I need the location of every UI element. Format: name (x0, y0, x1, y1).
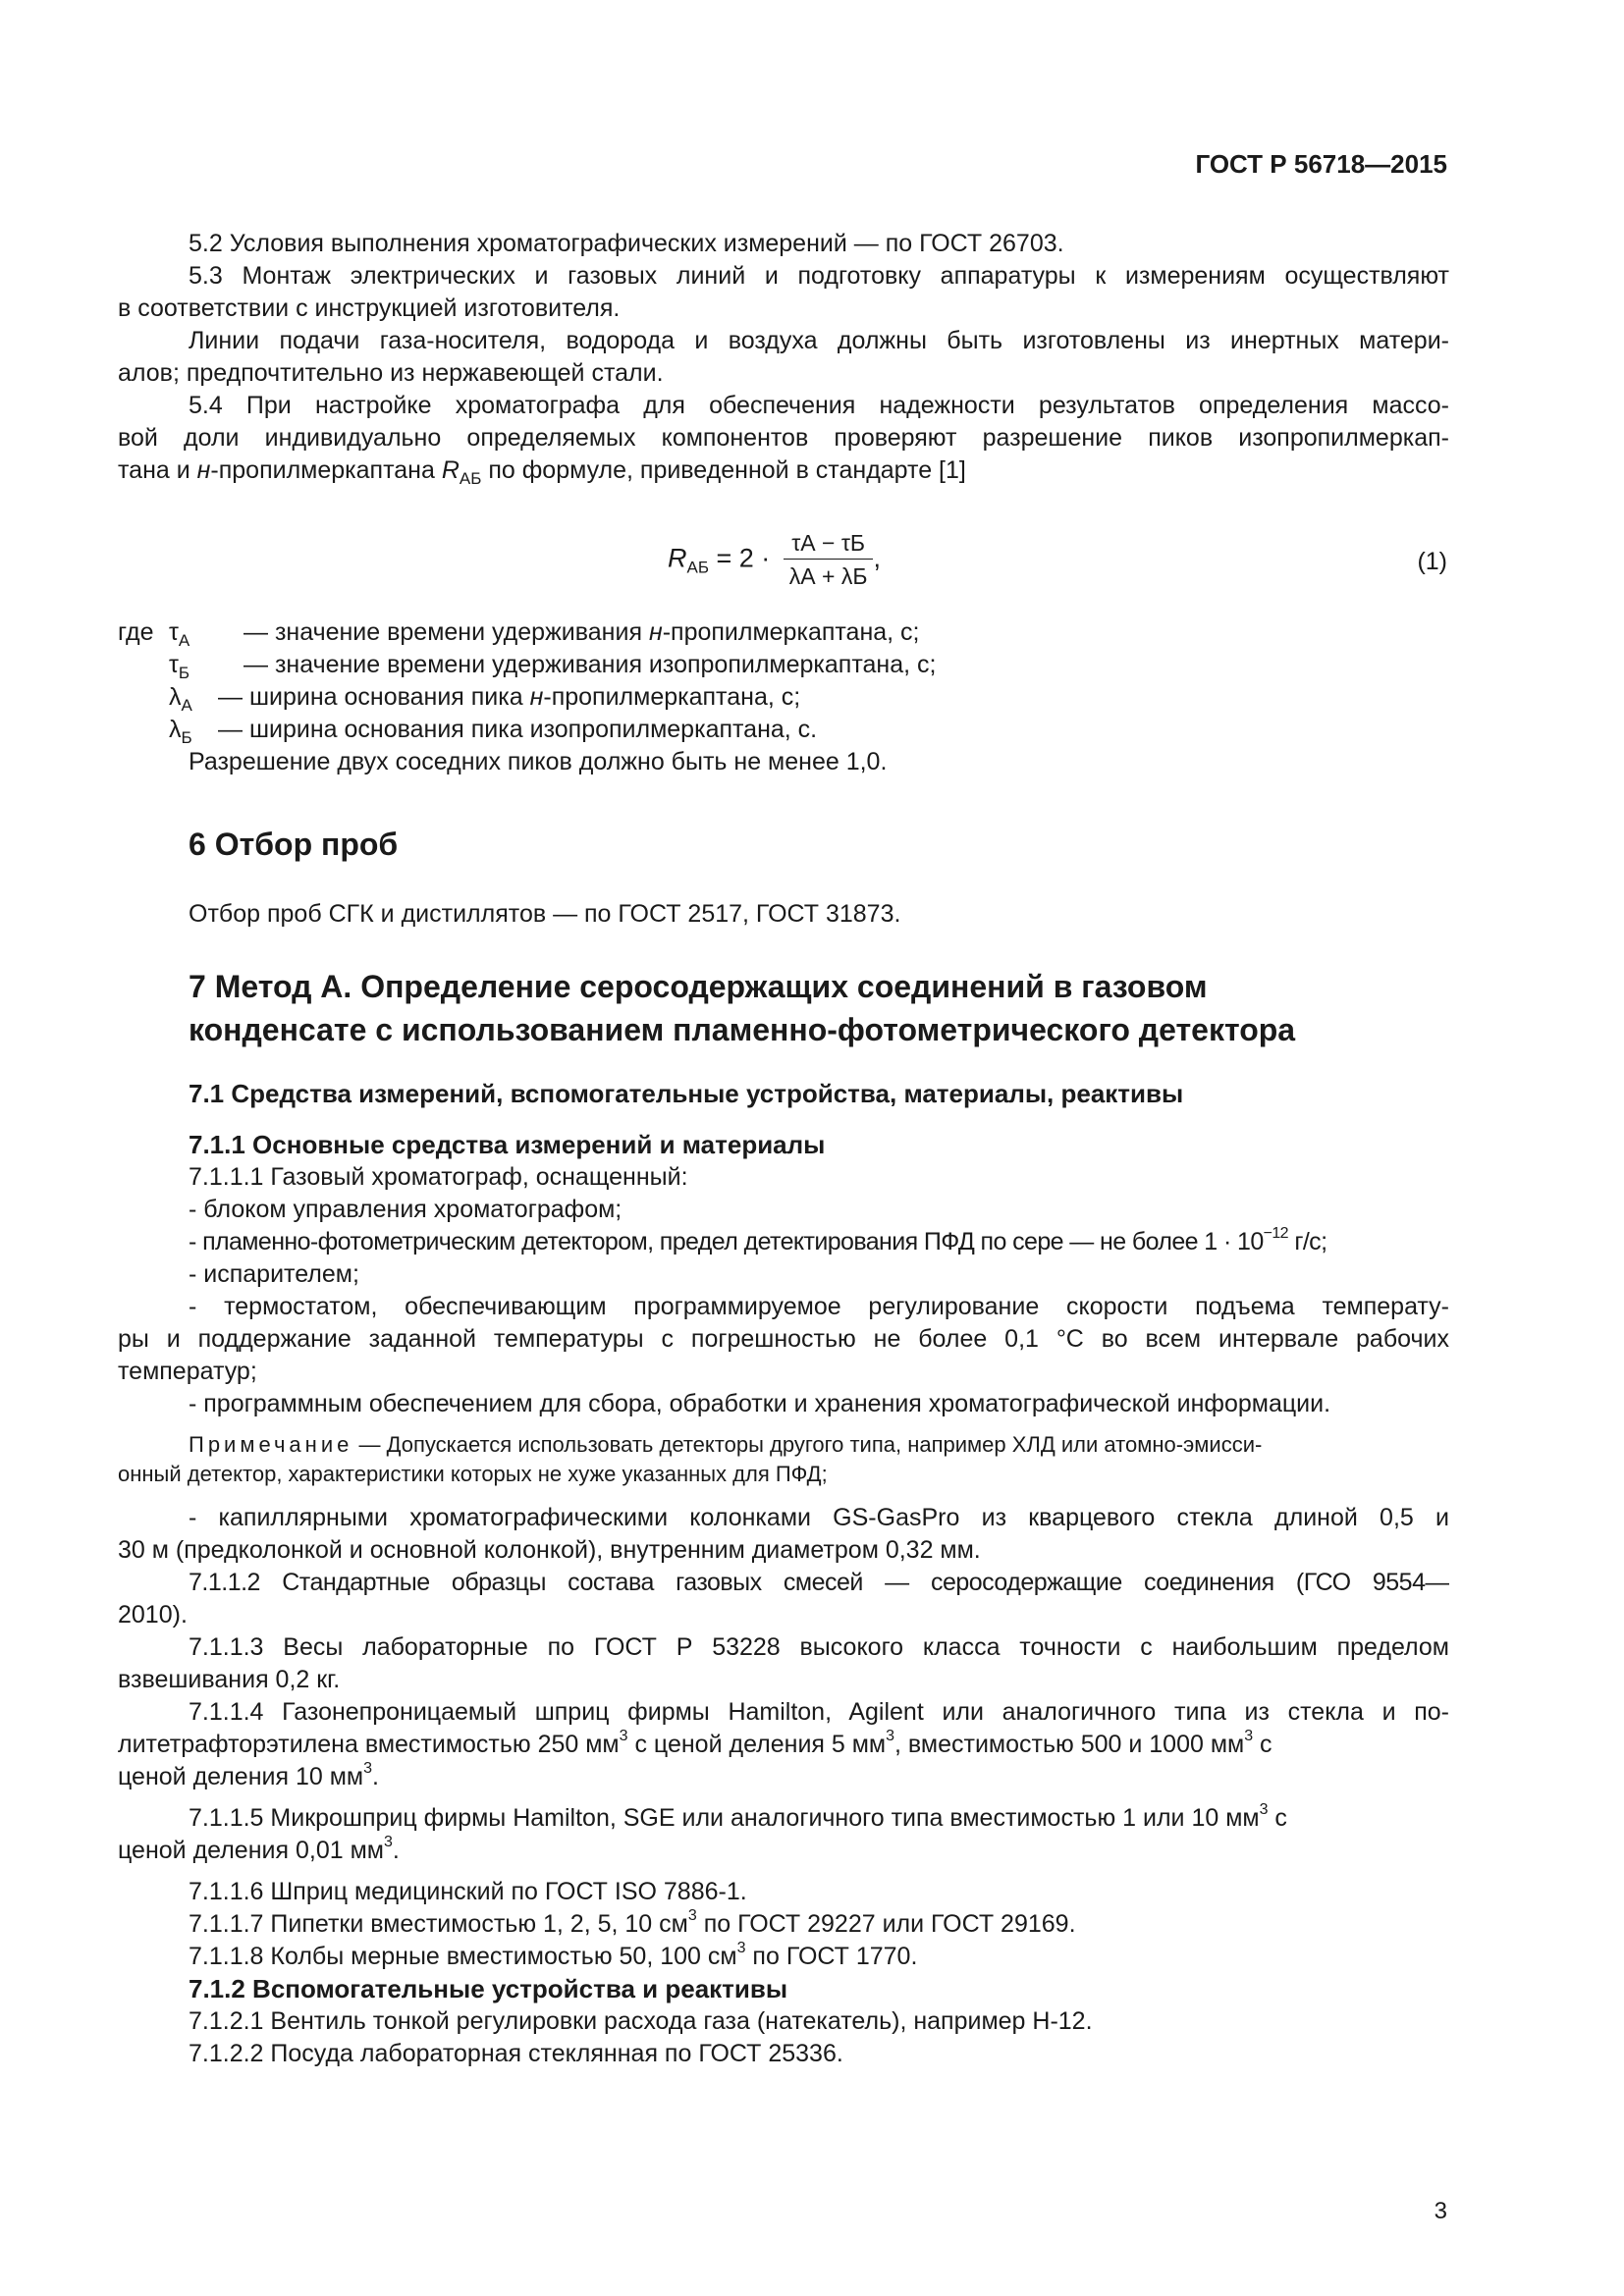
italic-run: н (196, 456, 211, 484)
para-5-4-line2: вой доли индивидуально определяемых компонентов проверяют разрешение пиков изопропилмеркап- (118, 424, 1449, 452)
standard-header: ГОСТ Р 56718—2015 (1195, 149, 1447, 179)
def-symbol: λ (169, 716, 182, 743)
para-7-1-1-7 (189, 1908, 1449, 1940)
text-run: по формуле, приведенной в стандарте [1] (481, 456, 966, 484)
para-lines-line2: алов; предпочтительно из нержавеющей стали. (118, 359, 664, 387)
bullet-detector (189, 1226, 1449, 1257)
def-symbol: τ (169, 651, 179, 678)
subscript: АБ (459, 469, 482, 488)
where-label: где (118, 618, 154, 646)
text-run: -пропилмеркаптана, с; (662, 618, 920, 646)
def-tau-a (169, 616, 920, 650)
formula-lhs-subscript: АБ (686, 558, 709, 577)
text-run: тана и (118, 456, 197, 484)
text-run: -пропилмеркаптана (210, 456, 442, 484)
def-subscript: А (181, 696, 192, 715)
text-run: с (1268, 1804, 1287, 1832)
italic-run: н (529, 683, 544, 711)
def-symbol: λ (169, 683, 182, 711)
formula-number: (1) (1417, 548, 1447, 575)
para-7-1-1-4-line2 (118, 1729, 1449, 1760)
formula-denominator: λА + λБ (788, 563, 868, 589)
text-run: . (392, 1837, 400, 1864)
section-7-1-2-title: 7.1.2 Вспомогательные устройства и реактивы (189, 1974, 788, 2003)
para-7-1-1-3-line1: 7.1.1.3 Весы лабораторные по ГОСТ Р 53228 высокого класса точности с наибольшим пределом (189, 1633, 1449, 1661)
superscript: 3 (1259, 1801, 1269, 1818)
para-5-3-line2: в соответствии с инструкцией изготовителя. (118, 294, 621, 322)
para-7-1-1-2-line1: 7.1.1.2 Стандартные образцы состава газовых смесей — серосодержащие соединения (ГСО 9554— (189, 1569, 1449, 1596)
formula-lhs-symbol: R (668, 543, 687, 573)
section-7-title-line1: 7 Метод А. Определение серосодержащих соединений в газовом (189, 969, 1208, 1004)
note-text: — Допускается использовать детекторы другого типа, например ХЛД или атомно-эмисси- (352, 1432, 1263, 1457)
text-run: 7.1.1.5 Микрошприц фирмы Hamilton, SGE или аналогичного типа вместимостью 1 или 10 мм (189, 1804, 1260, 1832)
formula-equals: = 2 · (709, 543, 778, 573)
bullet-software: - программным обеспечением для сбора, обработки и хранения хроматографической информации. (189, 1390, 1331, 1417)
note-label: Примечание (189, 1432, 353, 1457)
para-5-4-line1: 5.4 При настройке хроматографа для обеспечения надежности результатов определения массо- (189, 392, 1449, 419)
superscript: 3 (736, 1940, 746, 1956)
def-subscript: Б (178, 664, 190, 682)
bullet-columns-line2: 30 м (предколонкой и основной колонкой), внутренним диаметром 0,32 мм. (118, 1536, 981, 1564)
para-7-1-1-3-line2: взвешивания 0,2 кг. (118, 1666, 341, 1693)
superscript: −12 (1263, 1225, 1288, 1242)
def-lambda-a (169, 681, 801, 715)
text-run: ценой деления 10 мм (118, 1763, 364, 1790)
def-lambda-b (169, 714, 818, 747)
section-6-title: 6 Отбор проб (189, 827, 399, 862)
para-7-1-1-4-line1: 7.1.1.4 Газонепроницаемый шприц фирмы Hamilton, Agilent или аналогичного типа из стекла и по- (189, 1698, 1449, 1726)
text-run: — ширина основания пика (218, 683, 530, 711)
def-subscript: А (178, 631, 190, 650)
bullet-columns-line1: - капиллярными хроматографическими колонками GS-GasPro из кварцевого стекла длиной 0,5 и (189, 1504, 1449, 1531)
text-run: г/с; (1287, 1228, 1327, 1255)
bullet-thermostat-line1: - термостатом, обеспечивающим программируемое регулирование скорости подъема температу- (189, 1293, 1449, 1320)
symbol-R: R (441, 456, 460, 484)
section-7-1-1-title: 7.1.1 Основные средства измерений и материалы (189, 1130, 826, 1159)
para-7-1-1-6: 7.1.1.6 Шприц медицинский по ГОСТ ISO 7886-1. (189, 1878, 747, 1905)
note-line2: онный детектор, характеристики которых не хуже указанных для ПФД; (118, 1462, 828, 1486)
superscript: 3 (886, 1728, 895, 1744)
bullet-control-unit: - блоком управления хроматографом; (189, 1196, 623, 1223)
bullet-thermostat-line3: температур; (118, 1358, 257, 1385)
para-7-1-1-5-line2 (118, 1835, 1449, 1866)
text-run: литетрафторэтилена вместимостью 250 мм (118, 1731, 620, 1758)
superscript: 3 (363, 1760, 373, 1777)
para-7-1-2-1: 7.1.2.1 Вентиль тонкой регулировки расхода газа (натекатель), например Н-12. (189, 2007, 1093, 2035)
page-number: 3 (1434, 2198, 1447, 2224)
text-run: - пламенно-фотометрическим детектором, предел детектирования ПФД по сере — не более 1 · 10 (189, 1228, 1264, 1255)
para-7-1-1-8 (189, 1941, 1449, 1972)
section-7-1-title: 7.1 Средства измерений, вспомогательные устройства, материалы, реактивы (189, 1079, 1184, 1108)
def-text (244, 616, 920, 648)
text-run: с ценой деления 5 мм (627, 1731, 887, 1758)
formula-numerator: τА − τБ (784, 530, 874, 560)
text-run: — значение времени удерживания (244, 618, 649, 646)
text-run: ценой деления 0,01 мм (118, 1837, 384, 1864)
text-run: . (372, 1763, 379, 1790)
bullet-evaporator: - испарителем; (189, 1260, 359, 1288)
italic-run: н (648, 618, 663, 646)
superscript: 3 (619, 1728, 628, 1744)
para-5-2: 5.2 Условия выполнения хроматографических измерений — по ГОСТ 26703. (189, 230, 1064, 257)
def-text (218, 681, 800, 713)
para-7-1-1-1: 7.1.1.1 Газовый хроматограф, оснащенный: (189, 1163, 688, 1191)
superscript: 3 (383, 1834, 393, 1850)
text-run: — ширина основания пика изопропилмеркаптана, с. (218, 716, 818, 743)
def-symbol: τ (169, 618, 179, 646)
text-run: 7.1.1.8 Колбы мерные вместимостью 50, 100 см (189, 1943, 737, 1970)
text-run: -пропилмеркаптана, с; (543, 683, 801, 711)
para-7-1-1-5-line1 (189, 1802, 1449, 1834)
text-run: — значение времени удерживания изопропилмеркаптана, с; (244, 651, 937, 678)
para-7-1-2-2: 7.1.2.2 Посуда лабораторная стеклянная по ГОСТ 25336. (189, 2040, 843, 2067)
text-run: по ГОСТ 1770. (745, 1943, 918, 1970)
def-tau-b (169, 649, 937, 682)
resolution-text: Разрешение двух соседних пиков должно быть не менее 1,0. (189, 748, 888, 775)
formula-1 (668, 530, 881, 609)
para-5-3-line1: 5.3 Монтаж электрических и газовых линий и подготовку аппаратуры к измерениям осуществляют (189, 262, 1449, 290)
para-lines-line1: Линии подачи газа-носителя, водорода и воздуха должны быть изготовлены из инертных матери- (189, 327, 1449, 354)
formula-comma: , (873, 543, 881, 573)
para-7-1-1-2-line2: 2010). (118, 1601, 188, 1629)
def-subscript: Б (181, 728, 192, 747)
note-line1 (189, 1430, 1449, 1460)
para-5-4-line3 (118, 454, 1449, 486)
superscript: 3 (1244, 1728, 1254, 1744)
formula-fraction (784, 530, 874, 590)
text-run: , вместимостью 500 и 1000 мм (894, 1731, 1245, 1758)
def-text (218, 714, 817, 745)
section-6-text: Отбор проб СГК и дистиллятов — по ГОСТ 2517, ГОСТ 31873. (189, 900, 901, 928)
text-run: 7.1.1.7 Пипетки вместимостью 1, 2, 5, 10 см (189, 1910, 688, 1938)
text-run: по ГОСТ 29227 или ГОСТ 29169. (696, 1910, 1076, 1938)
def-text (244, 649, 936, 680)
superscript: 3 (687, 1907, 697, 1924)
para-7-1-1-4-line3 (118, 1761, 1449, 1792)
bullet-thermostat-line2: ры и поддержание заданной температуры с погрешностью не более 0,1 °С во всем интервале рабочих (118, 1325, 1449, 1353)
section-7-title-line2: конденсате с использованием пламенно-фотометрического детектора (189, 1012, 1296, 1047)
text-run: с (1253, 1731, 1272, 1758)
